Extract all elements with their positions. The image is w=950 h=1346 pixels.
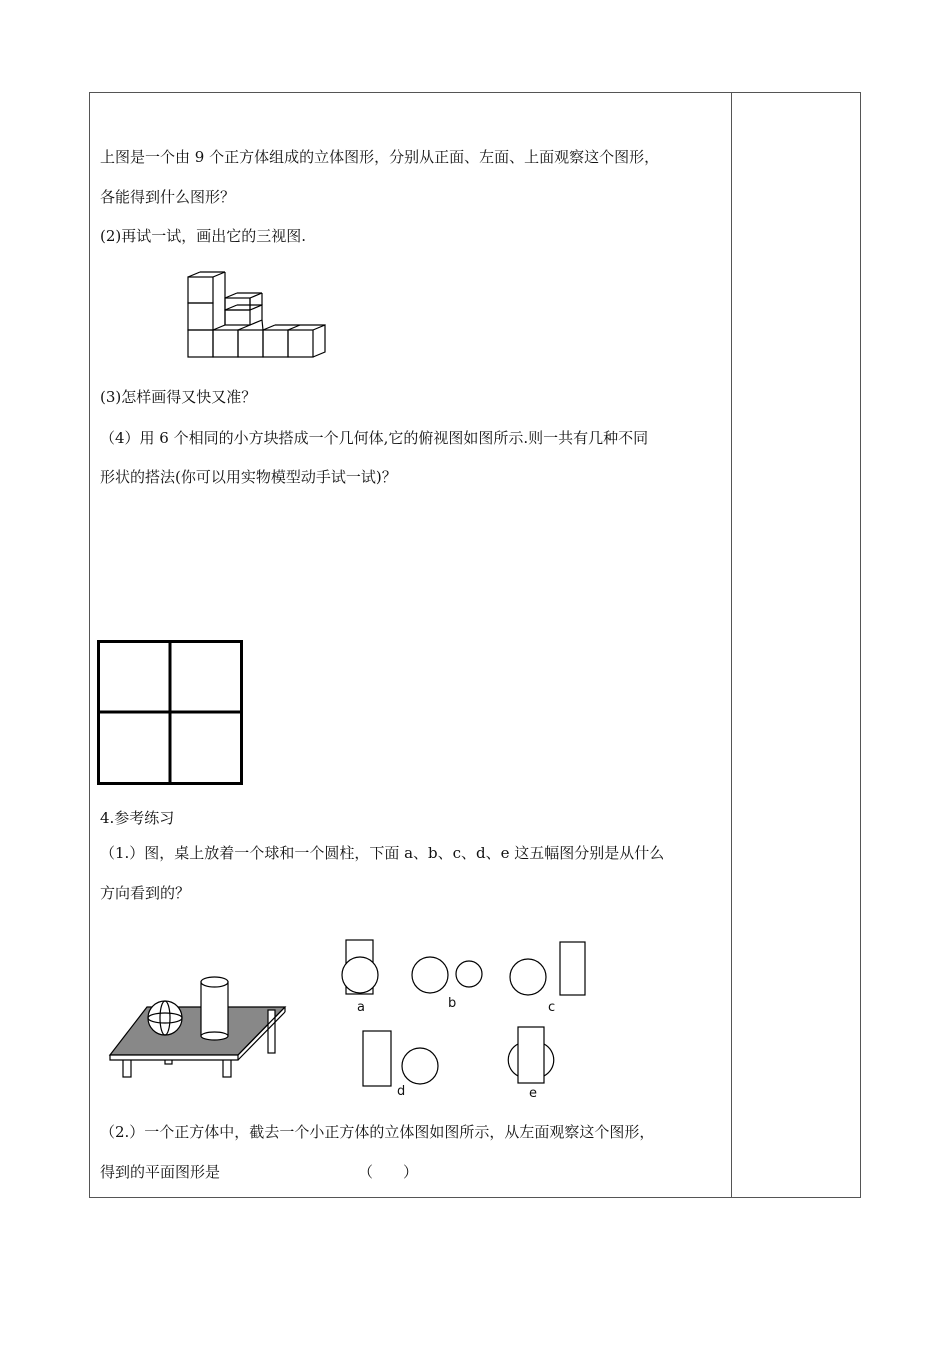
paragraph-line: 得到的平面图形是 — [100, 1163, 221, 1181]
paragraph-line: （2.）一个正方体中，截去一个小正方体的立体图如图所示，从左面观察这个图形， — [100, 1123, 655, 1141]
view-label-e: e — [529, 1086, 537, 1101]
table-ball-cylinder-figure — [105, 970, 295, 1082]
column-divider — [731, 92, 732, 1198]
view-a-figure — [340, 938, 384, 998]
view-b-figure — [408, 954, 488, 996]
view-e-figure — [506, 1024, 556, 1088]
view-label-c: c — [548, 1000, 556, 1015]
paragraph-line: 上图是一个由 9 个正方体组成的立体图形，分别从正面、左面、上面观察这个图形， — [100, 148, 660, 166]
paragraph-line: 方向看到的？ — [100, 884, 191, 902]
view-d-figure — [358, 1028, 444, 1090]
question-3: (3)怎样画得又快又准？ — [100, 388, 257, 406]
cube-stack-figure — [180, 270, 340, 370]
view-label-b: b — [448, 996, 457, 1011]
view-c-figure — [506, 938, 590, 1000]
paragraph-line: 形状的搭法(你可以用实物模型动手试一试)？ — [100, 468, 397, 486]
question-2: (2)再试一试，画出它的三视图. — [100, 227, 307, 245]
paragraph-line: 各能得到什么图形？ — [100, 188, 236, 206]
paragraph-line: （4）用 6 个相同的小方块搭成一个几何体,它的俯视图如图所示.则一共有几种不同 — [100, 429, 649, 447]
paragraph-line: （1.）图，桌上放着一个球和一个圆柱，下面 a、b、c、d、e 这五幅图分别是从什么 — [100, 844, 665, 862]
top-view-grid — [97, 640, 245, 786]
view-label-a: a — [357, 1000, 365, 1015]
view-label-d: d — [397, 1084, 406, 1099]
section-heading: 4.参考练习 — [100, 809, 175, 827]
answer-blank[interactable]: （ ） — [358, 1163, 419, 1181]
